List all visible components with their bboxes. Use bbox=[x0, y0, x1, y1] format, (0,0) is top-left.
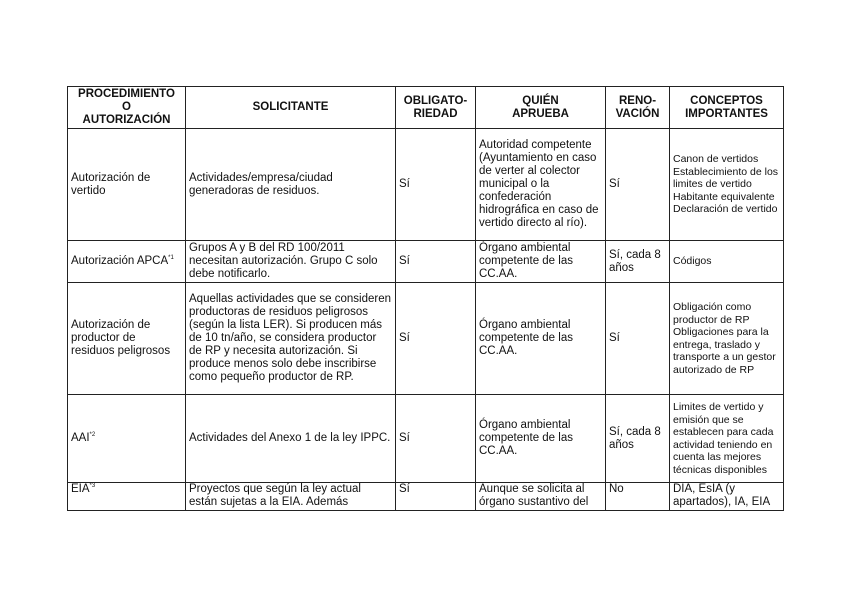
cell-aprueba: Órgano ambiental competente de las CC.AA. bbox=[476, 283, 606, 395]
cell-conceptos: Limites de vertido y emisión que se establecen para cada actividad teniendo en cuenta las mejores técnicas disponibles bbox=[670, 395, 784, 483]
cell-conceptos: DIA, EsIA (y apartados), IA, EIA bbox=[670, 483, 784, 511]
cell-procedimiento: Autorización de vertido bbox=[68, 129, 186, 241]
cell-renovacion: Sí, cada 8 años bbox=[606, 241, 670, 283]
cell-obligatoriedad: Sí bbox=[396, 395, 476, 483]
table-header-row bbox=[68, 87, 784, 129]
header-quien-aprueba: QUIÉN APRUEBA bbox=[476, 87, 606, 129]
cell-solicitante: Aquellas actividades que se consideren productoras de residuos peligrosos (según la lista LER). Si producen más de 10 tn/año, se considera productor de RP y necesita autorización. Si produce menos solo debe inscribirse como pequeño productor de RP. bbox=[186, 283, 396, 395]
footnote-marker: *1 bbox=[168, 255, 174, 262]
cell-aprueba: Autoridad competente (Ayuntamiento en caso de verter al colector municipal o la confederación hidrográfica en caso de vertido directo al río). bbox=[476, 129, 606, 241]
header-renovacion: RENO- VACIÓN bbox=[606, 87, 670, 129]
table-row bbox=[68, 283, 784, 395]
footnote-marker: *3 bbox=[89, 483, 96, 490]
table-row bbox=[68, 483, 784, 511]
header-solicitante: SOLICITANTE bbox=[186, 87, 396, 129]
table-row bbox=[68, 129, 784, 241]
cell-procedimiento: EIA$^{*3}$ bbox=[68, 483, 186, 511]
cell-obligatoriedad: Sí bbox=[396, 129, 476, 241]
cell-solicitante: Actividades del Anexo 1 de la ley IPPC. bbox=[186, 395, 396, 483]
header-procedimiento: PROCEDIMIENTO O AUTORIZACIÓN bbox=[68, 87, 186, 129]
cell-procedimiento: Autorización APCA$^{*1}$ bbox=[68, 241, 186, 283]
table-row bbox=[68, 241, 784, 283]
cell-conceptos: Obligación como productor de RP Obligaciones para la entrega, traslado y transporte a un gestor autorizado de RP bbox=[670, 283, 784, 395]
cell-renovacion: Sí, cada 8 años bbox=[606, 395, 670, 483]
permits-table bbox=[67, 86, 784, 511]
cell-solicitante: Actividades/empresa/ciudad generadoras de residuos. bbox=[186, 129, 396, 241]
cell-aprueba: Aunque se solicita al órgano sustantivo del bbox=[476, 483, 606, 511]
cell-aprueba: Órgano ambiental competente de las CC.AA. bbox=[476, 395, 606, 483]
cell-solicitante: Proyectos que según la ley actual están sujetas a la EIA. Además bbox=[186, 483, 396, 511]
cell-procedimiento: Autorización de productor de residuos peligrosos bbox=[68, 283, 186, 395]
cell-renovacion: Sí bbox=[606, 129, 670, 241]
cell-obligatoriedad: Sí bbox=[396, 483, 476, 511]
cell-renovacion: No bbox=[606, 483, 670, 511]
cell-conceptos: Códigos bbox=[670, 241, 784, 283]
cell-procedimiento: AAI$^{*2}$ bbox=[68, 395, 186, 483]
cell-aprueba: Órgano ambiental competente de las CC.AA. bbox=[476, 241, 606, 283]
cell-renovacion: Sí bbox=[606, 283, 670, 395]
table-row bbox=[68, 395, 784, 483]
cell-obligatoriedad: Sí bbox=[396, 283, 476, 395]
cell-solicitante: Grupos A y B del RD 100/2011 necesitan autorización. Grupo C solo debe notificarlo. bbox=[186, 241, 396, 283]
footnote-marker: *2 bbox=[89, 432, 96, 439]
cell-obligatoriedad: Sí bbox=[396, 241, 476, 283]
header-obligatoriedad: OBLIGATO- RIEDAD bbox=[396, 87, 476, 129]
header-conceptos: CONCEPTOS IMPORTANTES bbox=[670, 87, 784, 129]
cell-conceptos: Canon de vertidos Establecimiento de los limites de vertido Habitante equivalente Declaración de vertido bbox=[670, 129, 784, 241]
